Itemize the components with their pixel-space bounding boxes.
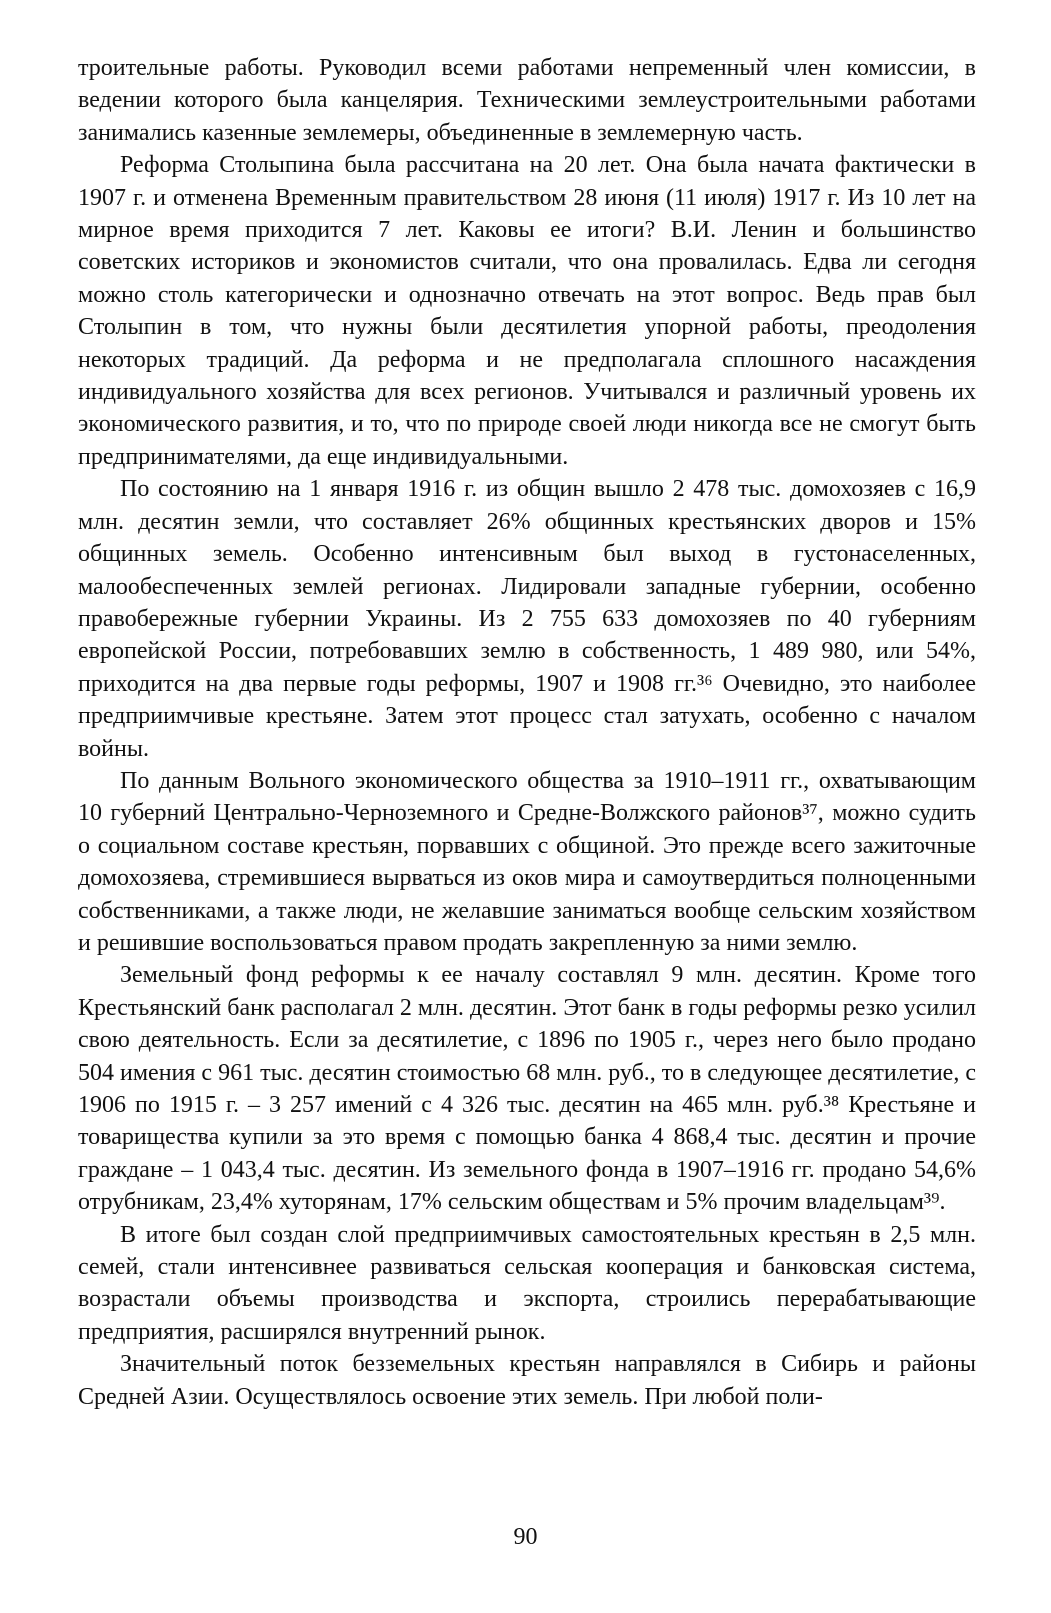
paragraph-7: Значительный поток безземельных крестьян направлялся в Сибирь и районы Средней Азии. Осуществлялось освоение этих земель. При любой поли- bbox=[78, 1351, 976, 1410]
paragraph-1: троительные работы. Руководил всеми работами непременный член комиссии, в ведении которого была канцелярия. Техническими землеустроительными работами занимались казенные землемеры, объединенные в землемерную часть. bbox=[78, 55, 976, 146]
page-number: 90 bbox=[513, 1524, 538, 1550]
paragraph-4: По данным Вольного экономического общества за 1910–1911 гг., охватывающим 10 губерний Центрально-Черноземного и Средне-Волжского районов³⁷, можно судить о социальном составе крестьян, порвавших с общиной. Это прежде всего зажиточные домохозяева, стремившиеся вырваться из оков мира и самоутвердиться полноценными собственниками, а также люди, не желавшие заниматься вообще сельским хозяйством и решившие воспользоваться правом продать закрепленную за ними землю. bbox=[78, 767, 976, 956]
paragraph-3: По состоянию на 1 января 1916 г. из общин вышло 2 478 тыс. домохозяев с 16,9 млн. десятин земли, что составляет 26% общинных крестьянских дворов и 15% общинных земель. Особенно интенсивным был выход в густонаселенных, малообеспеченных землей регионах. Лидировали западные губернии, особенно правобережные губернии Украины. Из 2 755 633 домохозяев по 40 губерниям европейской России, потребовавших землю в собственность, 1 489 980, или 54%, приходится на два первые годы реформы, 1907 и 1908 гг.³⁶ Очевидно, это наиболее предприимчивые крестьяне. Затем этот процесс стал затухать, особенно с началом войны. bbox=[78, 476, 976, 762]
page-body bbox=[78, 52, 976, 1413]
paragraph-2: Реформа Столыпина была рассчитана на 20 лет. Она была начата фактически в 1907 г. и отменена Временным правительством 28 июня (11 июля) 1917 г. Из 10 лет на мирное время приходится 7 лет. Каковы ее итоги? В.И. Ленин и большинство советских историков и экономистов считали, что она провалилась. Едва ли сегодня можно столь категорически и однозначно отвечать на этот вопрос. Ведь прав был Столыпин в том, что нужны были десятилетия упорной работы, преодоления некоторых традиций. Да реформа и не предполагала сплошного насаждения индивидуального хозяйства для всех регионов. Учитывался и различный уровень их экономического развития, и то, что по природе своей люди никогда все не смогут быть предпринимателями, да еще индивидуальными. bbox=[78, 152, 976, 470]
paragraph-5: Земельный фонд реформы к ее началу составлял 9 млн. десятин. Кроме того Крестьянский банк располагал 2 млн. десятин. Этот банк в годы реформы резко усилил свою деятельность. Если за десятилетие, с 1896 по 1905 г., через него было продано 504 имения с 961 тыс. десятин стоимостью 68 млн. руб., то в следующее десятилетие, с 1906 по 1915 г. – 3 257 имений с 4 326 тыс. десятин на 465 млн. руб.³⁸ Крестьяне и товарищества купили за это время с помощью банка 4 868,4 тыс. десятин и прочие граждане – 1 043,4 тыс. десятин. Из земельного фонда в 1907–1916 гг. продано 54,6% отрубникам, 23,4% хуторянам, 17% сельским обществам и 5% прочим владельцам³⁹. bbox=[78, 962, 976, 1216]
paragraph-6: В итоге был создан слой предприимчивых самостоятельных крестьян в 2,5 млн. семей, стали интенсивнее развиваться сельская кооперация и банковская система, возрастали объемы производства и экспорта, строились перерабатывающие предприятия, расширялся внутренний рынок. bbox=[78, 1221, 976, 1345]
